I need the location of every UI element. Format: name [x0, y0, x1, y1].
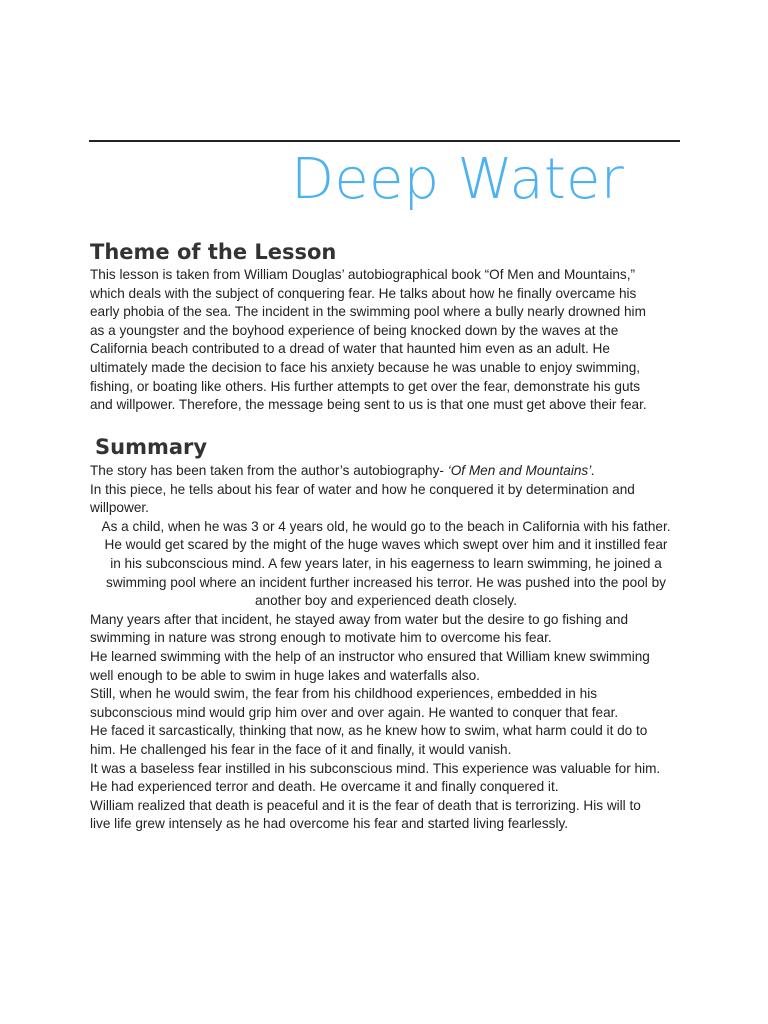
text-line: him. He challenged his fear in the face of it and finally, it would vanish.: [90, 741, 512, 757]
text-line: In this piece, he tells about his fear of water and how he conquered it by determination and: [90, 481, 635, 497]
text-line: It was a baseless fear instilled in his subconscious mind. This experience was valuable for him.: [90, 760, 661, 776]
intro-text: The story has been taken from the author’s autobiography-: [90, 463, 448, 478]
text-line: Many years after that incident, he stayed away from water but the desire to go fishing and: [90, 611, 629, 627]
text-line: ultimately made the decision to face his anxiety because he was unable to enjoy swimming,: [90, 359, 641, 375]
text-line: live life grew intensely as he had overcome his fear and started living fearlessly.: [90, 816, 569, 832]
text-line: He learned swimming with the help of an instructor who ensured that William knew swimming: [90, 648, 650, 664]
text-line: He would get scared by the might of the huge waves which swept over him and it instilled fear: [104, 537, 668, 553]
text-line: subconscious mind would grip him over and over again. He wanted to conquer that fear.: [90, 704, 619, 720]
text-line: which deals with the subject of conquering fear. He talks about how he finally overcame his: [90, 285, 637, 301]
text-line: swimming pool where an incident further increased his terror. He was pushed into the pool by: [106, 574, 666, 590]
summary-paragraph: [90, 462, 682, 834]
text-line: another boy and experienced death closely.: [255, 593, 517, 609]
text-line: California beach contributed to a dread of water that haunted him even as an adult. He: [90, 341, 610, 357]
top-rule: [89, 140, 680, 142]
book-title-italic: ‘Of Men and Mountains’.: [447, 463, 596, 478]
text-line: William realized that death is peaceful and it is the fear of death that is terrorizing. His will to: [90, 797, 641, 813]
theme-heading: Theme of the Lesson: [90, 240, 337, 264]
text-line: willpower.: [90, 500, 149, 516]
text-line: well enough to be able to swim in huge lakes and waterfalls also.: [90, 667, 480, 683]
centered-passage: [90, 518, 682, 611]
text-line: and willpower. Therefore, the message being sent to us is that one must get above their fear.: [90, 397, 647, 413]
text-line: This lesson is taken from William Douglas’ autobiographical book “Of Men and Mountains,”: [90, 267, 636, 282]
text-line: in his subconscious mind. A few years later, in his eagerness to learn swimming, he joined a: [110, 555, 662, 571]
document-title: Deep Water: [291, 147, 624, 212]
summary-intro-line: [90, 462, 682, 481]
text-line: early phobia of the sea. The incident in the swimming pool where a bully nearly drowned him: [90, 304, 646, 320]
text-line: He had experienced terror and death. He overcame it and finally conquered it.: [90, 779, 559, 795]
text-line: swimming in nature was strong enough to motivate him to overcome his fear.: [90, 630, 552, 646]
text-line: He faced it sarcastically, thinking that now, as he knew how to swim, what harm could it do to: [90, 723, 648, 739]
text-line: as a youngster and the boyhood experience of being knocked down by the waves at the: [90, 322, 619, 338]
theme-paragraph: [90, 266, 647, 415]
text-line: As a child, when he was 3 or 4 years old, he would go to the beach in California with his father.: [101, 518, 671, 534]
text-line: fishing, or boating like others. His further attempts to get over the fear, demonstrate his guts: [90, 378, 641, 394]
text-line: Still, when he would swim, the fear from his childhood experiences, embedded in his: [90, 686, 598, 702]
summary-heading: Summary: [95, 435, 208, 459]
